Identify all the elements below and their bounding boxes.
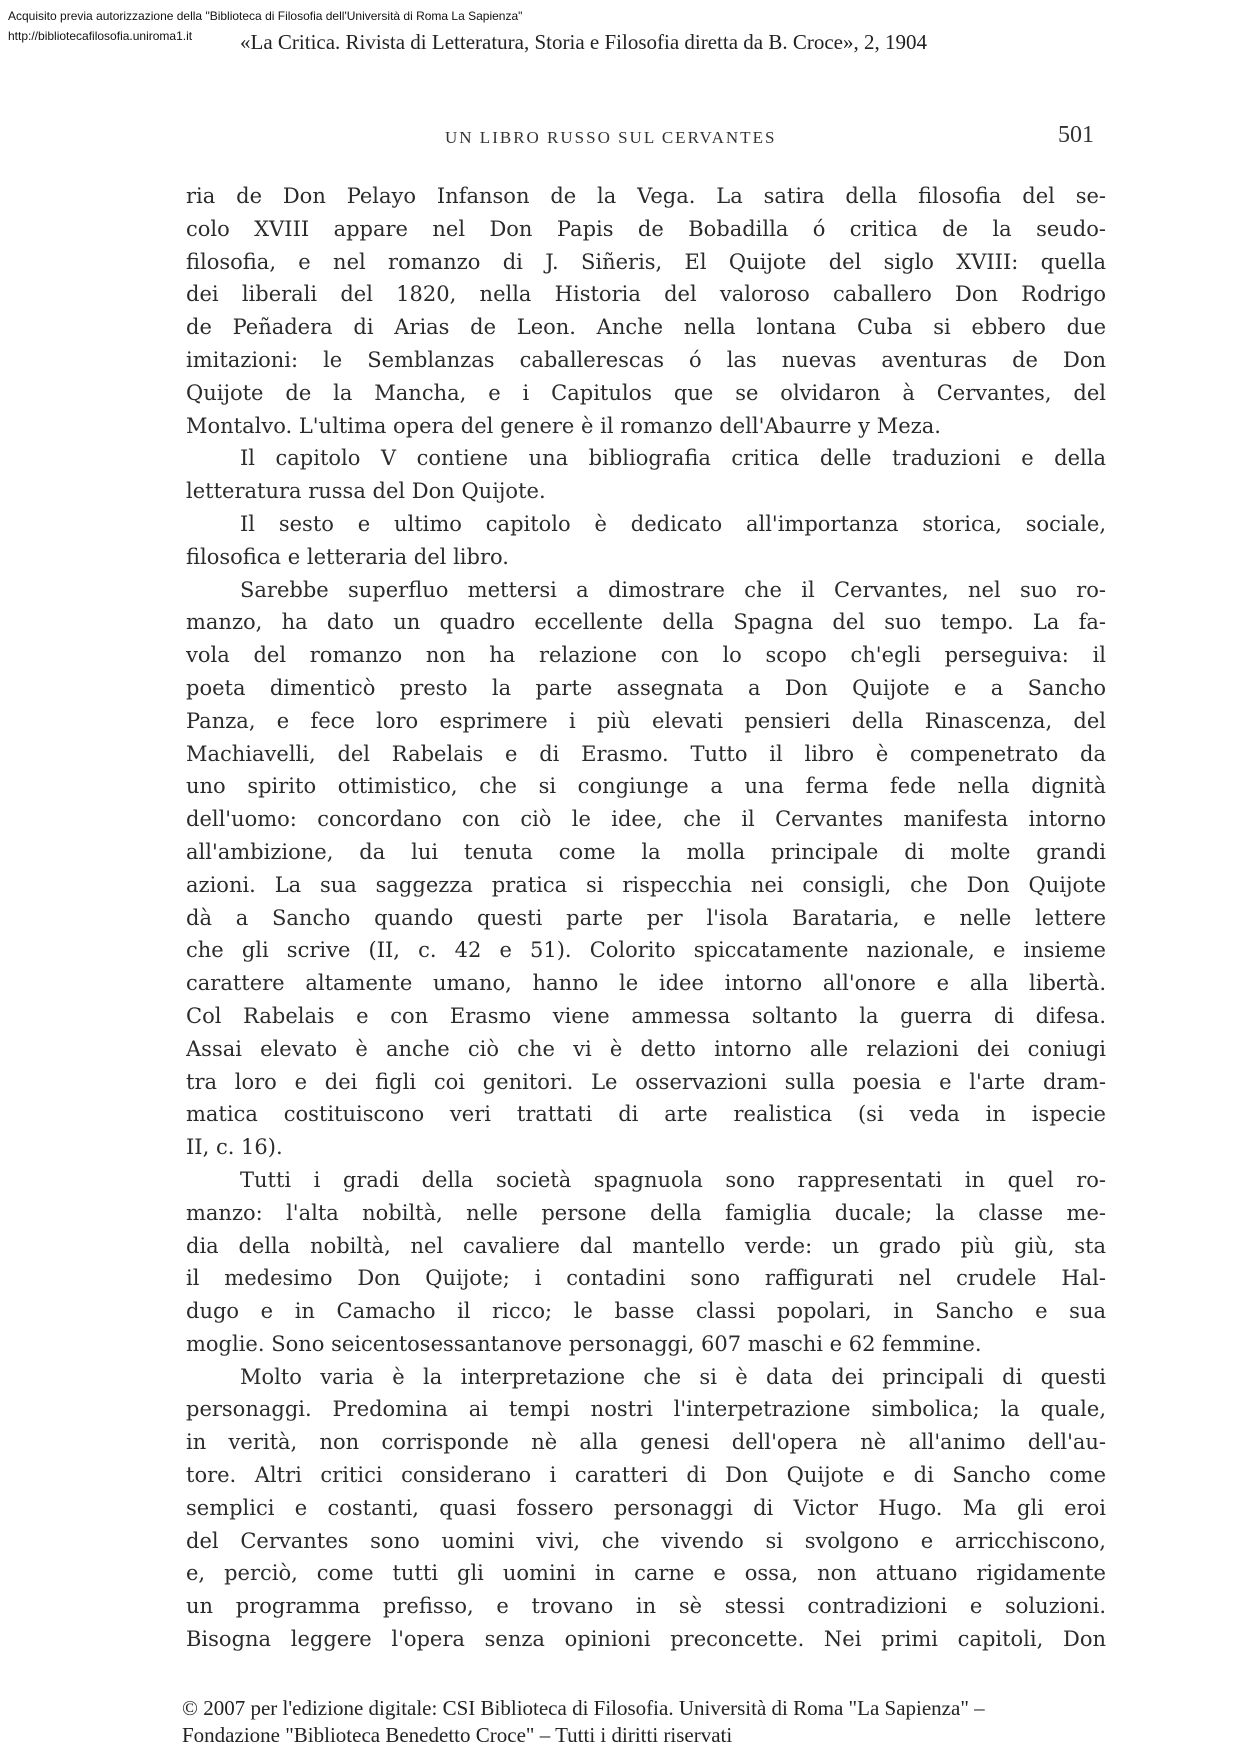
text-line: manzo, ha dato un quadro eccellente della Spagna del suo tempo. La fa- xyxy=(186,610,1106,635)
text-line: dei liberali del 1820, nella Historia del valoroso caballero Don Rodrigo xyxy=(186,282,1106,307)
text-line: matica costituiscono veri trattati di arte realistica (si veda in ispecie xyxy=(186,1102,1106,1127)
text-line: letteratura russa del Don Quijote. xyxy=(186,479,546,504)
text-line: personaggi. Predomina ai tempi nostri l'interpetrazione simbolica; la quale, xyxy=(186,1397,1106,1422)
text-line: Tutti i gradi della società spagnuola sono rappresentati in quel ro- xyxy=(240,1167,1106,1192)
page-number: 501 xyxy=(1058,122,1094,148)
text-line: Assai elevato è anche ciò che vi è detto intorno alle relazioni dei coniugi xyxy=(186,1036,1106,1061)
text-line: manzo: l'alta nobiltà, nelle persone della famiglia ducale; la classe me- xyxy=(186,1200,1106,1225)
text-line: un programma prefisso, e trovano in sè stessi contradizioni e soluzioni. xyxy=(186,1594,1106,1619)
text-line: Panza, e fece loro esprimere i più elevati pensieri della Rinascenza, del xyxy=(186,708,1106,733)
text-line: il medesimo Don Quijote; i contadini sono raffigurati nel crudele Hal- xyxy=(186,1266,1106,1291)
text-line: Il sesto e ultimo capitolo è dedicato all'importanza storica, sociale, xyxy=(240,511,1106,536)
text-line: imitazioni: le Semblanzas caballerescas ó las nuevas aventuras de Don xyxy=(186,347,1106,372)
copyright-line-1: © 2007 per l'edizione digitale: CSI Biblioteca di Filosofia. Università di Roma "La Sapienza" – xyxy=(182,1696,985,1720)
source-url: http://bibliotecafilosofia.uniroma1.it xyxy=(8,29,193,43)
text-line: Machiavelli, del Rabelais e di Erasmo. Tutto il libro è compenetrato da xyxy=(186,741,1106,766)
text-line: moglie. Sono seicentosessantanove personaggi, 607 maschi e 62 femmine. xyxy=(186,1331,982,1356)
text-line: uno spirito ottimistico, che si congiunge a una ferma fede nella dignità xyxy=(186,774,1106,799)
text-line: vola del romanzo non ha relazione con lo scopo ch'egli perseguiva: il xyxy=(186,643,1106,668)
text-line: dell'uomo: concordano con ciò le idee, che il Cervantes manifesta intorno xyxy=(186,807,1106,832)
text-line: colo XVIII appare nel Don Papis de Bobadilla ó critica de la seudo- xyxy=(186,216,1106,241)
text-line: Montalvo. L'ultima opera del genere è il romanzo dell'Abaurre y Meza. xyxy=(186,413,941,438)
text-line: filosofica e letteraria del libro. xyxy=(186,544,509,569)
text-line: poeta dimenticò presto la parte assegnata a Don Quijote e a Sancho xyxy=(186,675,1106,700)
text-line: in verità, non corrisponde nè alla genesi dell'opera nè all'animo dell'au- xyxy=(186,1430,1106,1455)
running-head-title: UN LIBRO RUSSO SUL CERVANTES xyxy=(445,128,777,147)
text-line: azioni. La sua saggezza pratica si rispecchia nei consigli, che Don Quijote xyxy=(186,872,1106,897)
text-line: dà a Sancho quando questi parte per l'isola Barataria, e nelle lettere xyxy=(186,905,1106,930)
text-line: e, perciò, come tutti gli uomini in carne e ossa, non attuano rigidamente xyxy=(186,1561,1106,1586)
text-line: carattere altamente umano, hanno le idee intorno all'onore e alla libertà. xyxy=(186,971,1106,996)
copyright-footer xyxy=(182,1695,985,1749)
text-line: filosofia, e nel romanzo di J. Siñeris, El Quijote del siglo XVIII: quella xyxy=(186,249,1106,274)
text-line: dugo e in Camacho il ricco; le basse classi popolari, in Sancho e sua xyxy=(186,1299,1106,1324)
text-line: de Peñadera di Arias de Leon. Anche nella lontana Cuba si ebbero due xyxy=(186,315,1106,340)
acquisition-text: Acquisito previa autorizzazione della "Biblioteca di Filosofia dell'Università di Roma La Sapienza" xyxy=(8,9,523,23)
text-line: II, c. 16). xyxy=(186,1135,283,1160)
text-line: Molto varia è la interpretazione che si è data dei principali di questi xyxy=(240,1364,1106,1389)
text-line: Quijote de la Mancha, e i Capitulos que se olvidaron à Cervantes, del xyxy=(186,380,1106,405)
text-line: che gli scrive (II, c. 42 e 51). Colorito spiccatamente nazionale, e insieme xyxy=(186,938,1106,963)
text-line: ria de Don Pelayo Infanson de la Vega. La satira della filosofia del se- xyxy=(186,184,1106,208)
text-line: dia della nobiltà, nel cavaliere dal mantello verde: un grado più giù, sta xyxy=(186,1233,1106,1258)
text-line: Col Rabelais e con Erasmo viene ammessa soltanto la guerra di difesa. xyxy=(186,1003,1106,1028)
text-line: del Cervantes sono uomini vivi, che vivendo si svolgono e arricchiscono, xyxy=(186,1528,1106,1553)
article-body xyxy=(186,180,1106,1656)
text-line: Bisogna leggere l'opera senza opinioni preconcette. Nei primi capitoli, Don xyxy=(186,1627,1106,1652)
text-line: Sarebbe superfluo mettersi a dimostrare che il Cervantes, nel suo ro- xyxy=(240,577,1106,602)
text-line: tore. Altri critici considerano i caratteri di Don Quijote e di Sancho come xyxy=(186,1463,1106,1488)
text-line: tra loro e dei figli coi genitori. Le osservazioni sulla poesia e l'arte dram- xyxy=(186,1069,1106,1094)
text-line: Il capitolo V contiene una bibliografia critica delle traduzioni e della xyxy=(240,446,1106,471)
text-line: semplici e costanti, quasi fossero personaggi di Victor Hugo. Ma gli eroi xyxy=(186,1495,1106,1520)
journal-citation: «La Critica. Rivista di Letteratura, Storia e Filosofia diretta da B. Croce», 2, 1904 xyxy=(240,30,927,54)
text-line: all'ambizione, da lui tenuta come la molla principale di molte grandi xyxy=(186,839,1106,864)
copyright-line-2: Fondazione "Biblioteca Benedetto Croce" – Tutti i diritti riservati xyxy=(182,1723,733,1747)
